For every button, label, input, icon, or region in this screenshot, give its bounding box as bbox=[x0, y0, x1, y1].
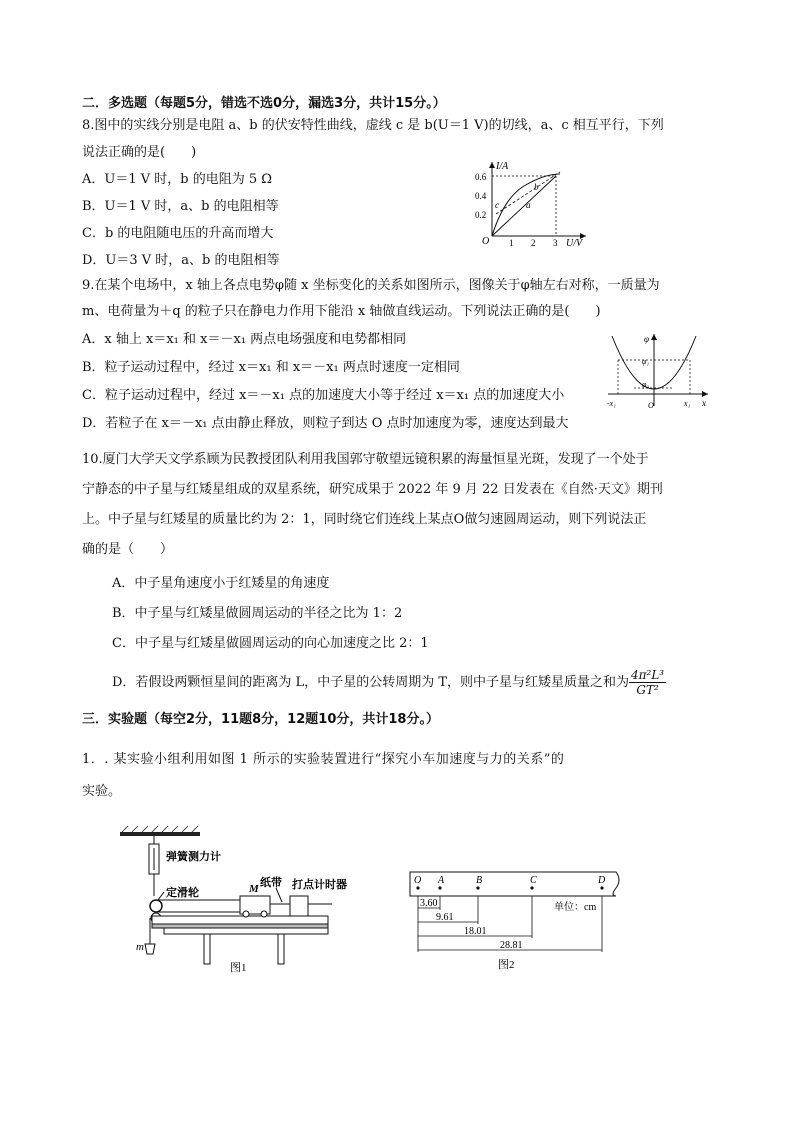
tape-dist-od: 28.81 bbox=[500, 940, 523, 951]
fig2-caption: 图2 bbox=[498, 959, 515, 971]
tape-point-c: C bbox=[530, 875, 537, 886]
tape-point-o: O bbox=[414, 875, 422, 886]
tape-point-b: B bbox=[476, 875, 483, 886]
q9-label-phi0: φ₀ bbox=[642, 380, 650, 389]
q8-option-a: A．U＝1 V 时，b 的电阻为 5 Ω bbox=[82, 172, 273, 187]
q9-label-neg-x1: -x₁ bbox=[607, 399, 616, 408]
q10-stem-line1: 10.厦门大学天文学系顾为民教授团队利用我国郭守敬望远镜积累的海量恒星光斑，发现了一个处于 bbox=[82, 452, 649, 467]
q8-x-tick-2: 2 bbox=[531, 238, 536, 248]
q8-option-c: C．b 的电阻随电压的升高而增大 bbox=[82, 226, 274, 241]
q8-option-d: D．U＝3 V 时，a、b 的电阻相等 bbox=[82, 253, 280, 268]
q9-label-phi1: φ₁ bbox=[642, 357, 650, 366]
section2-heading: 二．多选题（每题5分，错选不选0分，漏选3分，共计15分。） bbox=[82, 96, 446, 111]
q8-stem-line1: 8.图中的实线分别是电阻 a、b 的伏安特性曲线，虚线 c 是 b(U＝1 V)的切线，a、c 相互平行，下列 bbox=[82, 118, 664, 133]
q10-option-a: A．中子星角速度小于红矮星的角速度 bbox=[112, 576, 330, 591]
q9-stem-line2: m、电荷量为＋q 的粒子只在静电力作用下能沿 x 轴做直线运动。下列说法正确的是( ) bbox=[82, 304, 601, 319]
q9-option-b: B．粒子运动过程中，经过 x＝x₁ 和 x＝－x₁ 两点时速度一定相同 bbox=[82, 360, 460, 375]
q9-stem-line1: 9.在某个电场中，x 轴上各点电势φ随 x 坐标变化的关系如图所示，图像关于φ轴左右对称，一质量为 bbox=[82, 278, 660, 293]
q9-option-c: C．粒子运动过程中，经过 x＝－x₁ 点的加速度大小等于经过 x＝x₁ 点的加速度大小 bbox=[82, 388, 565, 403]
q9-label-origin: O bbox=[648, 401, 654, 410]
q8-label-c: c bbox=[495, 200, 499, 210]
q10-frac-numerator: 4π²L³ bbox=[631, 668, 665, 682]
q8-x-label: U/V bbox=[566, 238, 583, 248]
fig2-tape bbox=[406, 866, 632, 976]
q8-stem-line2: 说法正确的是( ) bbox=[82, 145, 197, 160]
hanging-mass bbox=[145, 944, 155, 954]
q10-option-c: C．中子星与红矮星做圆周运动的向心加速度之比 2：1 bbox=[112, 636, 429, 651]
tape-point-a: A bbox=[438, 875, 445, 886]
tape-dist-oa: 3.60 bbox=[420, 898, 438, 909]
q1-stem-line1: 1．. 某实验小组利用如图 1 所示的实验装置进行“探究小车加速度与力的关系”的 bbox=[82, 752, 565, 767]
board bbox=[152, 916, 328, 924]
q10-frac-denominator: GT² bbox=[636, 683, 659, 697]
q10-option-d-text: D．若假设两颗恒星间的距离为 L，中子星的公转周期为 T，则中子星与红矮星质量之和为 bbox=[112, 675, 629, 690]
q10-stem-line4: 确的是（ ） bbox=[82, 542, 174, 557]
q10-option-d bbox=[112, 668, 666, 697]
q8-label-a: a bbox=[526, 200, 531, 210]
q10-stem-line2: 宁静态的中子星与红矮星组成的双星系统，研究成果于 2022 年 9 月 22 日发表在《自然·天文》期刊 bbox=[82, 482, 663, 497]
q8-label-b: b bbox=[534, 182, 539, 192]
q8-y-tick-04: 0.4 bbox=[475, 191, 487, 201]
tape-dist-oc: 18.01 bbox=[464, 926, 487, 937]
q8-y-label: I/A bbox=[496, 161, 509, 172]
q9-option-a: A．x 轴上 x＝x₁ 和 x＝－x₁ 两点电场强度和电势都相同 bbox=[82, 332, 407, 347]
timer bbox=[290, 896, 308, 916]
q9-label-phi: φ bbox=[644, 334, 649, 344]
q8-line-a bbox=[492, 176, 556, 236]
mass-label: m bbox=[136, 941, 144, 953]
q8-y-tick-06: 0.6 bbox=[475, 172, 487, 182]
q8-iv-graph bbox=[474, 158, 594, 248]
q8-x-tick-1: 1 bbox=[509, 238, 514, 248]
spring-scale-label: 弹簧测力计 bbox=[166, 851, 221, 863]
tape-label: 纸带 bbox=[260, 877, 282, 889]
q9-label-x1: x₁ bbox=[684, 399, 691, 408]
tape-point-d: D bbox=[598, 875, 606, 886]
timer-label: 打点计时器 bbox=[292, 879, 347, 891]
q1-stem-line2: 实验。 bbox=[82, 784, 122, 799]
q10-stem-line3: 上。中子星与红矮星的质量比约为 2：1，同时绕它们连线上某点O做匀速圆周运动，则下列说法正 bbox=[82, 512, 647, 527]
section3-heading: 三．实验题（每空2分，11题8分，12题10分，共计18分。） bbox=[82, 712, 439, 727]
q8-x-tick-3: 3 bbox=[553, 238, 558, 248]
q10-option-b: B．中子星与红矮星做圆周运动的半径之比为 1：2 bbox=[112, 606, 403, 621]
q8-y-tick-02: 0.2 bbox=[475, 210, 487, 220]
q8-option-b: B．U＝1 V 时，a、b 的电阻相等 bbox=[82, 199, 279, 214]
pulley-icon bbox=[150, 900, 162, 912]
q9-potential-graph bbox=[604, 332, 714, 412]
tape-unit: 单位：cm bbox=[554, 902, 597, 913]
pulley-label: 定滑轮 bbox=[166, 887, 199, 899]
q10-option-d-fraction bbox=[629, 668, 666, 697]
q8-origin: O bbox=[482, 236, 490, 247]
cart-label: M bbox=[249, 883, 259, 895]
q9-option-d: D．若粒子在 x＝－x₁ 点由静止释放，则粒子到达 O 点时加速度为零，速度达到最大 bbox=[82, 416, 569, 431]
fig1-caption: 图1 bbox=[230, 962, 247, 974]
fig1-apparatus bbox=[112, 826, 362, 976]
q9-label-x: x bbox=[702, 398, 706, 408]
tape-dist-ob: 9.61 bbox=[436, 912, 454, 923]
